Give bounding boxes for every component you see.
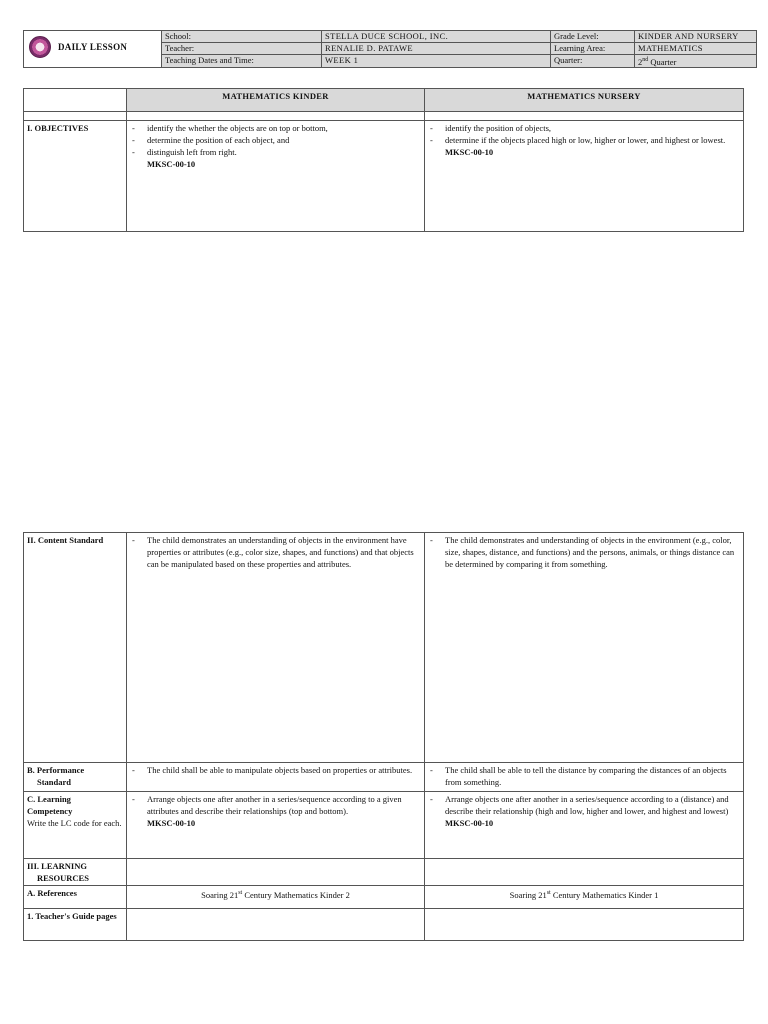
learning-resources-kinder — [127, 859, 425, 886]
list-item: - The child shall be able to manipulate objects based on properties or attributes. — [130, 764, 421, 776]
competency-note: Write the LC code for each. — [27, 818, 122, 828]
school-logo-cell — [24, 31, 162, 68]
list-item: - identify the position of objects, — [428, 122, 740, 134]
content-standard-kinder — [127, 533, 425, 763]
performance-standard-kinder — [127, 763, 425, 792]
column-header-kinder: MATHEMATICS KINDER — [127, 89, 425, 112]
list-item: - determine the position of each object, and — [130, 134, 421, 146]
content-table — [23, 532, 744, 941]
list-item: - identify the whether the objects are on top or bottom, — [130, 122, 421, 134]
label-line: Standard — [37, 777, 72, 787]
lc-code: MKSC-00-10 — [445, 147, 494, 157]
references-label: A. References — [24, 886, 127, 909]
quarter-label: Quarter: — [551, 55, 635, 68]
label-line: III. LEARNING — [27, 861, 87, 871]
spacer-cell — [127, 112, 425, 121]
ref-sup: st — [546, 890, 551, 896]
objectives-nursery-list — [428, 122, 740, 146]
lc-code: MKSC-00-10 — [147, 818, 196, 828]
ref-text: Soaring 21 — [201, 889, 239, 900]
lc-code: MKSC-00-10 — [445, 818, 494, 828]
label-line: Competency — [27, 806, 73, 816]
quarter-value — [635, 55, 757, 68]
label-line: C. Learning — [27, 794, 71, 804]
label-line: RESOURCES — [37, 873, 89, 883]
objectives-kinder-cell — [127, 121, 425, 232]
spacer-cell — [425, 112, 744, 121]
header-table — [23, 30, 757, 68]
content-standard-label: II. Content Standard — [24, 533, 127, 763]
ref-text: Century Mathematics Kinder 2 — [242, 889, 350, 900]
area-label: Learning Area: — [551, 43, 635, 55]
ref-text: Century Mathematics Kinder 1 — [550, 889, 659, 900]
column-header-nursery: MATHEMATICS NURSERY — [425, 89, 744, 112]
quarter-word: Quarter — [648, 56, 677, 67]
grade-value: KINDER AND NURSERY — [635, 31, 757, 43]
lc-code: MKSC-00-10 — [147, 159, 196, 169]
list-item: - Arrange objects one after another in a series/sequence according to a (distance) and describe their relationship (high and low, higher and lower, and highest and lowest) — [428, 793, 740, 817]
list-item: - distinguish left from right. — [130, 146, 421, 158]
learning-resources-nursery — [425, 859, 744, 886]
quarter-number: 2 — [638, 56, 643, 67]
school-label: School: — [162, 31, 322, 43]
objectives-kinder-list — [130, 122, 421, 158]
dates-label: Teaching Dates and Time: — [162, 55, 322, 68]
competency-nursery — [425, 792, 744, 859]
teachers-guide-nursery — [425, 909, 744, 941]
list-item: - The child demonstrates and understanding of objects in the environment (e.g., color, size, shapes, distance, and functions) and the persons, animals, or things distance can be determined by comparing it from something. — [428, 534, 740, 570]
objectives-table — [23, 88, 744, 232]
dates-value: WEEK 1 — [322, 55, 551, 68]
references-nursery — [425, 886, 744, 909]
objectives-label: I. OBJECTIVES — [24, 121, 127, 232]
competency-label — [24, 792, 127, 859]
performance-standard-label — [24, 763, 127, 792]
references-kinder — [127, 886, 425, 909]
ref-sup: st — [238, 890, 243, 896]
spacer-cell — [24, 112, 127, 121]
list-item: - determine if the objects placed high or low, higher or lower, and highest or lowest. — [428, 134, 740, 146]
document-title: DAILY LESSON — [58, 42, 128, 52]
ref-text: Soaring 21 — [509, 889, 547, 900]
list-item: - The child shall be able to tell the distance by comparing the distances of an objects from something. — [428, 764, 740, 788]
grade-label: Grade Level: — [551, 31, 635, 43]
school-value: STELLA DUCE SCHOOL, INC. — [322, 31, 551, 43]
teacher-value: RENALIE D. PATAWE — [322, 43, 551, 55]
area-value: MATHEMATICS — [635, 43, 757, 55]
objectives-nursery-cell — [425, 121, 744, 232]
label-line: B. Performance — [27, 765, 85, 775]
school-seal-logo — [29, 36, 51, 58]
list-item: - The child demonstrates an understanding of objects in the environment have properties or attributes (e.g., color size, shapes, and functions) and that objects can be manipulated based on these properties and attributes. — [130, 534, 421, 570]
teachers-guide-kinder — [127, 909, 425, 941]
list-item: - Arrange objects one after another in a series/sequence according to a given attributes and describe their relationships (top and bottom). — [130, 793, 421, 817]
competency-kinder — [127, 792, 425, 859]
performance-standard-nursery — [425, 763, 744, 792]
learning-resources-label — [24, 859, 127, 886]
teachers-guide-label: 1. Teacher's Guide pages — [24, 909, 127, 941]
teacher-label: Teacher: — [162, 43, 322, 55]
content-standard-nursery — [425, 533, 744, 763]
quarter-suffix: nd — [642, 57, 649, 63]
corner-cell — [24, 89, 127, 112]
